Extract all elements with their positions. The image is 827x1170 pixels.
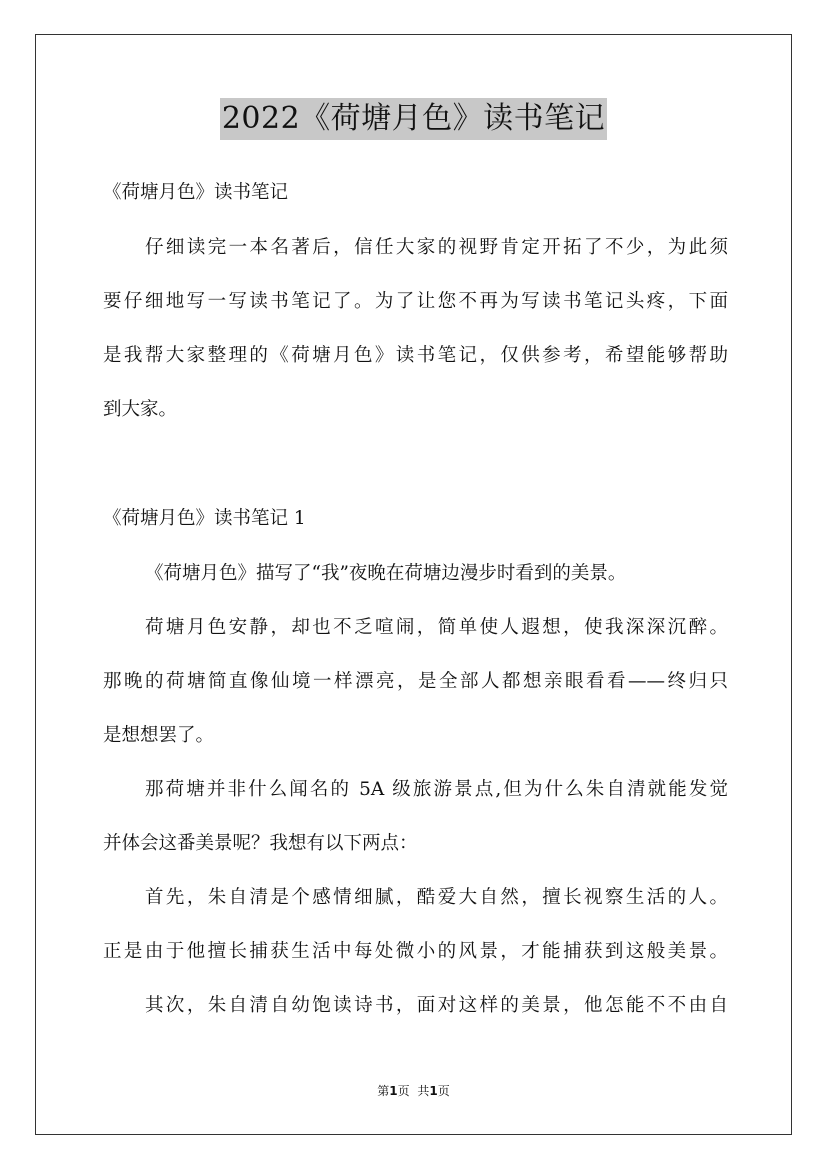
body-line-4: 是想想罢了。 <box>103 725 215 746</box>
body-line-6: 并体会这番美景呢？我想有以下两点： <box>103 833 418 854</box>
intro-line-3: 是我帮大家整理的《荷塘月色》读书笔记，仅供参考，希望能够帮助 <box>103 345 728 366</box>
body-line-5: 那荷塘并非什么闻名的 5A 级旅游景点,但为什么朱自清就能发觉 <box>145 779 728 800</box>
intro-line-2: 要仔细地写一写读书笔记了。为了让您不再为写读书笔记头疼，下面 <box>103 291 728 312</box>
intro-line-1: 仔细读完一本名著后，信任大家的视野肯定开拓了不少，为此须 <box>145 237 728 258</box>
footer-page-current: 1 <box>389 1084 398 1098</box>
document-title: 2022《荷塘月色》读书笔记 <box>220 98 607 140</box>
title-container <box>0 98 827 140</box>
footer-page-prefix: 第 <box>377 1084 390 1098</box>
page-footer <box>0 1083 827 1099</box>
footer-page-suffix: 页 <box>397 1084 410 1098</box>
subtitle: 《荷塘月色》读书笔记 <box>103 182 289 203</box>
body-line-3: 那晚的荷塘简直像仙境一样漂亮，是全部人都想亲眼看看——终归只 <box>103 671 728 692</box>
body-line-9: 其次，朱自清自幼饱读诗书，面对这样的美景，他怎能不不由自 <box>145 995 728 1016</box>
body-line-1: 《荷塘月色》描写了“我”夜晚在荷塘边漫步时看到的美景。 <box>145 563 627 584</box>
intro-line-4: 到大家。 <box>103 399 178 420</box>
section-heading: 《荷塘月色》读书笔记 1 <box>103 508 306 529</box>
footer-page-total: 1 <box>429 1084 438 1098</box>
footer-total-prefix: 共 <box>417 1084 430 1098</box>
body-line-2: 荷塘月色安静，却也不乏喧闹，简单使人遐想，使我深深沉醉。 <box>145 617 728 638</box>
body-line-7: 首先，朱自清是个感情细腻，酷爱大自然，擅长视察生活的人。 <box>145 887 728 908</box>
footer-total-suffix: 页 <box>437 1084 450 1098</box>
body-line-8: 正是由于他擅长捕获生活中每处微小的风景，才能捕获到这般美景。 <box>103 941 728 962</box>
